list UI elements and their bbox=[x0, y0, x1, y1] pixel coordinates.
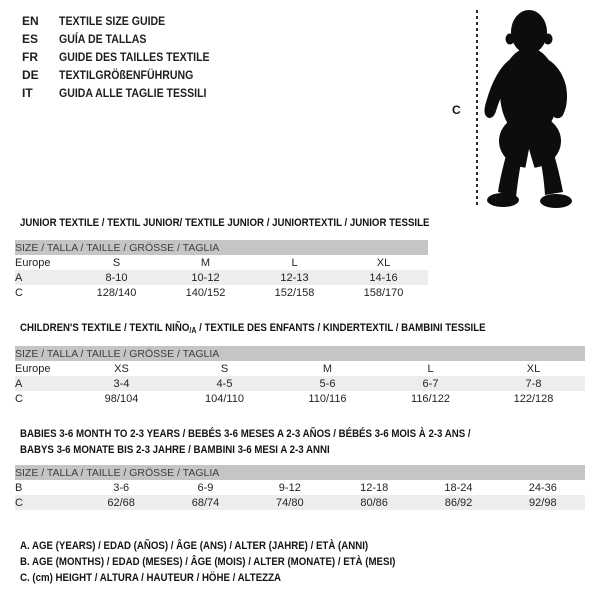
cell: 10-12 bbox=[161, 270, 250, 285]
cell: 86/92 bbox=[416, 495, 500, 510]
cell: 12-18 bbox=[332, 480, 416, 495]
cell: 80/86 bbox=[332, 495, 416, 510]
lang-code: FR bbox=[22, 50, 38, 64]
lang-row-de bbox=[22, 66, 230, 84]
babies-row-b-label: B bbox=[15, 480, 79, 495]
junior-size-header-row bbox=[15, 240, 428, 255]
children-size-header-row bbox=[15, 346, 585, 361]
cell: 3-6 bbox=[79, 480, 163, 495]
children-title-text bbox=[20, 320, 486, 339]
height-measure-dashed-line bbox=[476, 10, 478, 208]
junior-size-header: SIZE / TALLA / TAILLE / GRÖSSE / TAGLIA bbox=[15, 240, 428, 255]
cell: 158/170 bbox=[339, 285, 428, 300]
cell: 92/98 bbox=[501, 495, 585, 510]
babies-size-header: SIZE / TALLA / TAILLE / GRÖSSE / TAGLIA bbox=[15, 465, 585, 480]
junior-col-m: M bbox=[161, 255, 250, 270]
lang-title: GUIDE DES TAILLES TEXTILE bbox=[59, 50, 210, 64]
table-row bbox=[15, 270, 428, 285]
cell: 6-9 bbox=[163, 480, 247, 495]
lang-title: TEXTILGRÖßENFÜHRUNG bbox=[59, 68, 194, 82]
lang-code: ES bbox=[22, 32, 39, 46]
children-title-pre: CHILDREN'S TEXTILE / TEXTIL NIÑO bbox=[20, 322, 190, 334]
table-row bbox=[15, 495, 585, 510]
children-row-c-label: C bbox=[15, 391, 70, 406]
cell: 74/80 bbox=[248, 495, 332, 510]
junior-col-xl: XL bbox=[339, 255, 428, 270]
children-col-s: S bbox=[173, 361, 276, 376]
children-title-post: / TEXTILE DES ENFANTS / KINDERTEXTIL / BAMBINI TESSILE bbox=[196, 322, 486, 334]
babies-size-header-row bbox=[15, 465, 585, 480]
cell: 3-4 bbox=[70, 376, 173, 391]
junior-col-s: S bbox=[72, 255, 161, 270]
cell: 152/158 bbox=[250, 285, 339, 300]
lang-row-it bbox=[22, 84, 230, 102]
lang-code: DE bbox=[22, 68, 39, 82]
children-columns-row bbox=[15, 361, 585, 376]
children-col-l: L bbox=[379, 361, 482, 376]
table-row bbox=[15, 480, 585, 495]
lang-row-fr bbox=[22, 48, 230, 66]
junior-row-c-label: C bbox=[15, 285, 72, 300]
children-title-subscript: /A bbox=[189, 326, 197, 335]
junior-columns-row bbox=[15, 255, 428, 270]
height-measure-label: C bbox=[452, 103, 461, 117]
junior-row-a-label: A bbox=[15, 270, 72, 285]
cell: 128/140 bbox=[72, 285, 161, 300]
lang-code: EN bbox=[22, 14, 39, 28]
babies-size-table bbox=[15, 465, 585, 510]
junior-col-region: Europe bbox=[15, 255, 72, 270]
junior-col-l: L bbox=[250, 255, 339, 270]
children-section-title bbox=[20, 320, 549, 339]
lang-title: GUIDA ALLE TAGLIE TESSILI bbox=[59, 86, 207, 100]
cell: 62/68 bbox=[79, 495, 163, 510]
children-col-xs: XS bbox=[70, 361, 173, 376]
cell: 98/104 bbox=[70, 391, 173, 406]
table-row bbox=[15, 391, 585, 406]
cell: 12-13 bbox=[250, 270, 339, 285]
junior-section-title bbox=[20, 215, 485, 231]
babies-row-c-label: C bbox=[15, 495, 79, 510]
children-size-header: SIZE / TALLA / TAILLE / GRÖSSE / TAGLIA bbox=[15, 346, 585, 361]
cell: 6-7 bbox=[379, 376, 482, 391]
cell: 8-10 bbox=[72, 270, 161, 285]
children-size-table bbox=[15, 346, 585, 406]
cell: 110/116 bbox=[276, 391, 379, 406]
table-row bbox=[15, 376, 585, 391]
cell: 116/122 bbox=[379, 391, 482, 406]
legend-line-a: A. AGE (YEARS) / EDAD (AÑOS) / ÂGE (ANS) / ALTER (JAHRE) / ETÀ (ANNI) bbox=[20, 540, 369, 552]
cell: 18-24 bbox=[416, 480, 500, 495]
cell: 24-36 bbox=[501, 480, 585, 495]
cell: 5-6 bbox=[276, 376, 379, 391]
legend-line-c: C. (cm) HEIGHT / ALTURA / HAUTEUR / HÖHE / ALTEZZA bbox=[20, 572, 282, 584]
cell: 140/152 bbox=[161, 285, 250, 300]
children-col-xl: XL bbox=[482, 361, 585, 376]
cell: 14-16 bbox=[339, 270, 428, 285]
cell: 7-8 bbox=[482, 376, 585, 391]
babies-title-line2: BABYS 3-6 MONATE BIS 2-3 JAHRE / BAMBINI 3-6 MESI A 2-3 ANNI bbox=[20, 444, 330, 456]
babies-section-title bbox=[20, 426, 532, 458]
lang-row-en bbox=[22, 12, 230, 30]
lang-title: TEXTILE SIZE GUIDE bbox=[59, 14, 166, 28]
junior-title-text: JUNIOR TEXTILE / TEXTIL JUNIOR/ TEXTILE JUNIOR / JUNIORTEXTIL / JUNIOR TESSILE bbox=[20, 217, 430, 229]
cell: 4-5 bbox=[173, 376, 276, 391]
cell: 68/74 bbox=[163, 495, 247, 510]
table-row bbox=[15, 285, 428, 300]
children-col-m: M bbox=[276, 361, 379, 376]
lang-title: GUÍA DE TALLAS bbox=[59, 32, 147, 46]
children-col-region: Europe bbox=[15, 361, 70, 376]
lang-row-es bbox=[22, 30, 230, 48]
children-row-a-label: A bbox=[15, 376, 70, 391]
cell: 122/128 bbox=[482, 391, 585, 406]
lang-code: IT bbox=[22, 86, 33, 100]
cell: 9-12 bbox=[248, 480, 332, 495]
language-list bbox=[22, 12, 230, 102]
cell: 104/110 bbox=[173, 391, 276, 406]
babies-title-line1: BABIES 3-6 MONTH TO 2-3 YEARS / BEBÉS 3-6 MESES A 2-3 AÑOS / BÉBÉS 3-6 MOIS À 2-3 ANS / bbox=[20, 428, 471, 440]
legend-line-b: B. AGE (MONTHS) / EDAD (MESES) / ÂGE (MOIS) / ALTER (MONATE) / ETÀ (MESI) bbox=[20, 556, 396, 568]
junior-size-table bbox=[15, 240, 428, 300]
measurement-legend bbox=[20, 538, 447, 586]
toddler-silhouette-icon bbox=[482, 8, 577, 210]
